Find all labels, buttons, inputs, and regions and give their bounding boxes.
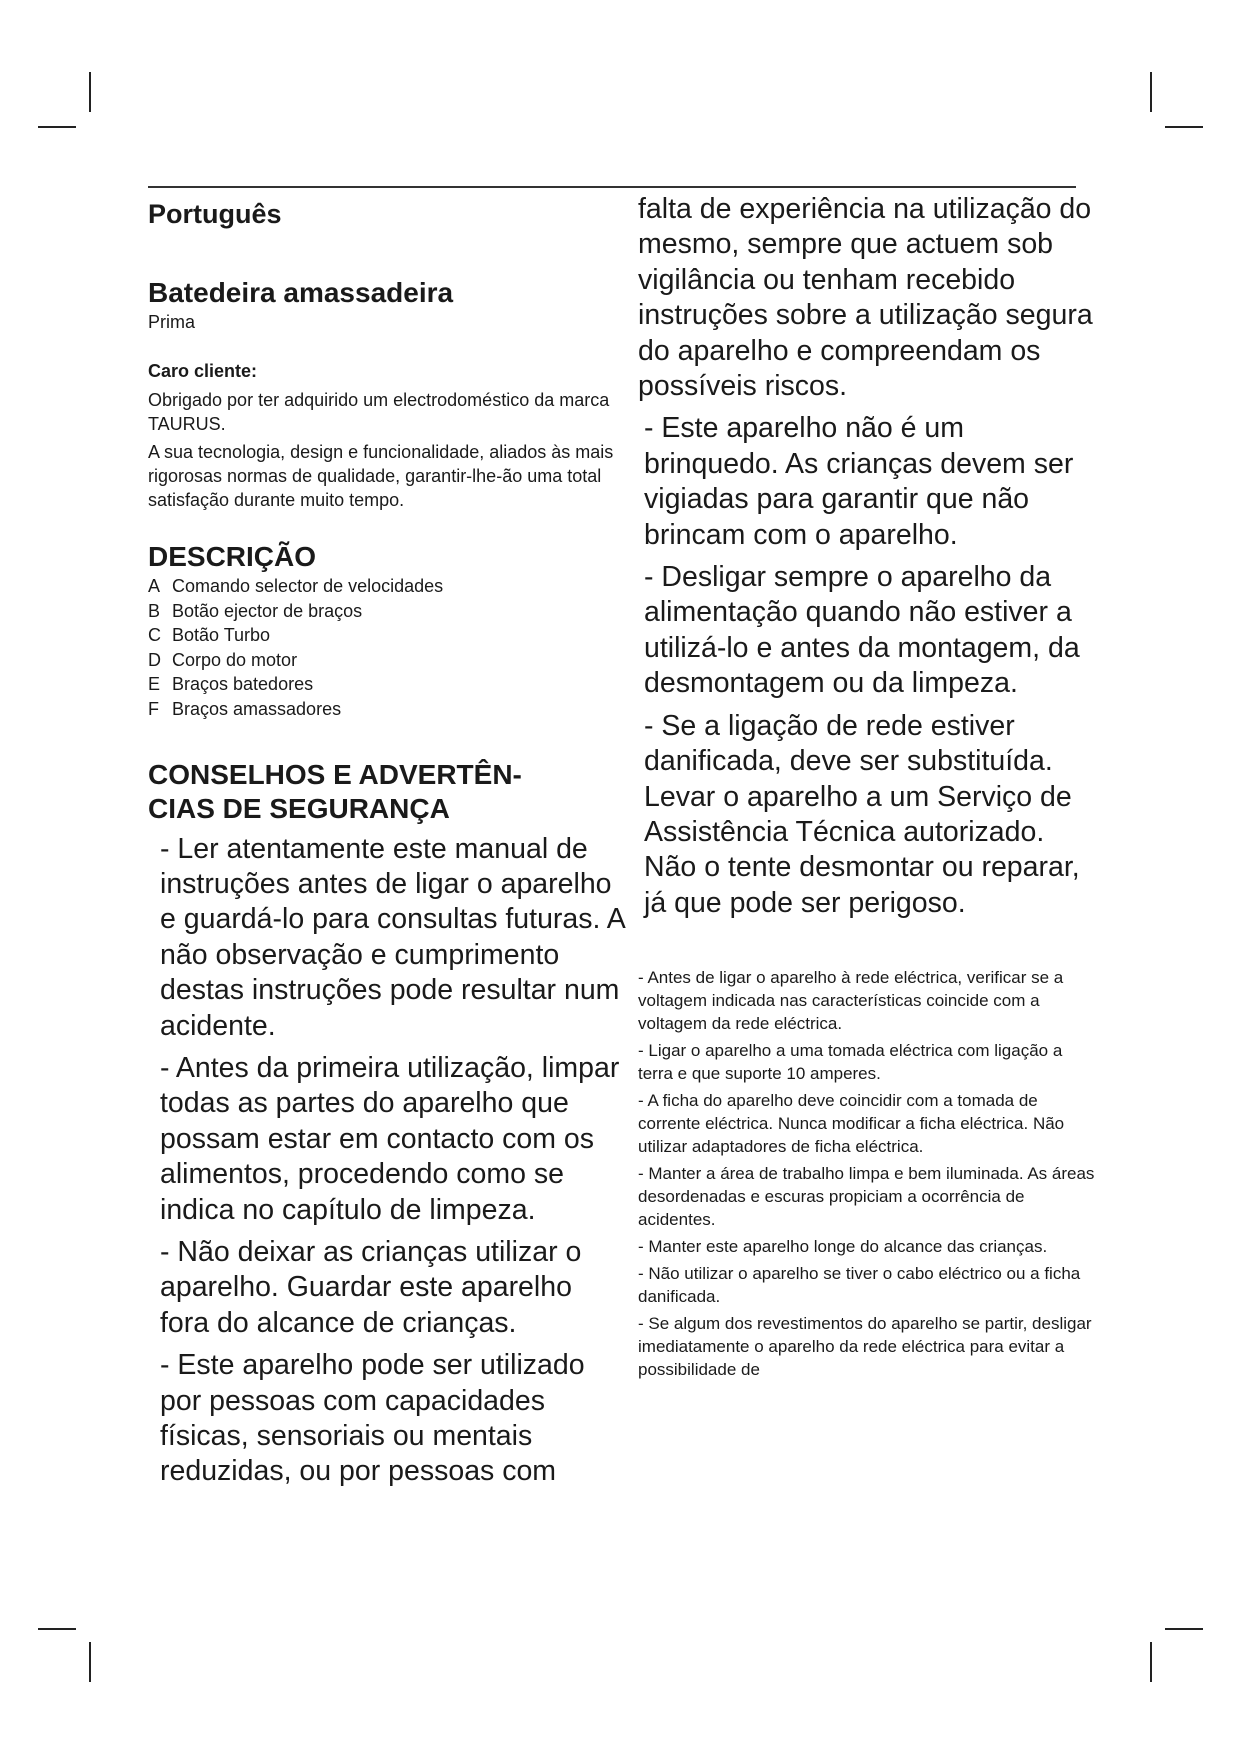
product-title: Batedeira amassadeira [148, 277, 454, 309]
safety-paragraph: - Este aparelho não é um brinquedo. As crianças devem ser vigiadas para garantir que não brincam com o aparelho. [644, 412, 1074, 551]
description-list [148, 574, 628, 722]
model-name: Prima [148, 311, 196, 332]
intro-paragraph: A sua tecnologia, design e funcionalidade, aliados às mais rigorosas normas de qualidade, garantir-lhe-ão uma total satisfação durante muito tempo. [148, 441, 614, 510]
header-rule [148, 186, 1076, 188]
crop-mark-bottom-left-vertical [89, 1642, 91, 1682]
greeting: Caro cliente: [148, 360, 258, 381]
warning-item: - Não utilizar o aparelho se tiver o cabo eléctrico ou a ficha danificada. [638, 1264, 1081, 1307]
warning-item: - Manter este aparelho longe do alcance das crianças. [638, 1237, 1048, 1257]
crop-mark-bottom-left-horizontal [38, 1628, 76, 1630]
safety-paragraph: - Não deixar as crianças utilizar o aparelho. Guardar este aparelho fora do alcance de crianças. [160, 1236, 582, 1339]
left-column [148, 198, 628, 1497]
crop-mark-top-right-vertical [1150, 72, 1152, 112]
crop-mark-top-right-horizontal [1165, 126, 1203, 128]
intro-paragraph: Obrigado por ter adquirido um electrodoméstico da marca TAURUS. [148, 389, 610, 434]
description-item: F Braços amassadores [148, 698, 342, 719]
safety-paragraph: - Desligar sempre o aparelho da alimentação quando não estiver a utilizá-lo e antes da montagem, da desmontagem ou da limpeza. [644, 561, 1080, 700]
crop-mark-top-left-horizontal [38, 126, 76, 128]
safety-heading: CONSELHOS E ADVERTÊN-CIAS DE SEGURANÇA [148, 758, 522, 824]
description-item: D Corpo do motor [148, 649, 298, 670]
crop-mark-bottom-right-vertical [1150, 1642, 1152, 1682]
description-item: B Botão ejector de braços [148, 600, 363, 621]
safety-paragraph: - Se a ligação de rede estiver danificada, deve ser substituída. Levar o aparelho a um Serviço de Assistência Técnica autorizado. Não o tente desmontar ou reparar, já que pode ser perigoso. [644, 709, 1080, 919]
warning-item: - Manter a área de trabalho limpa e bem iluminada. As áreas desordenadas e escuras propiciam a ocorrência de acidentes. [638, 1164, 1095, 1230]
description-item: A Comando selector de velocidades [148, 575, 444, 596]
warning-item: - A ficha do aparelho deve coincidir com a tomada de corrente eléctrica. Nunca modificar a ficha eléctrica. Não utilizar adaptadores de ficha eléctrica. [638, 1091, 1065, 1157]
description-item: E Braços batedores [148, 674, 314, 695]
warning-item: - Ligar o aparelho a uma tomada eléctrica com ligação a terra e que suporte 10 amperes. [638, 1041, 1063, 1084]
right-column [638, 193, 1098, 1385]
description-heading: DESCRIÇÃO [148, 540, 317, 572]
warning-item: - Se algum dos revestimentos do aparelho se partir, desligar imediatamente o aparelho da rede eléctrica para evitar a possibilidade de [638, 1314, 1092, 1380]
intro-block [148, 361, 628, 512]
crop-mark-bottom-right-horizontal [1165, 1628, 1203, 1630]
safety-paragraph-continuation: falta de experiência na utilização do mesmo, sempre que actuem sob vigilância ou tenham recebido instruções sobre a utilização segura do aparelho e compreendam os possíveis riscos. [638, 193, 1093, 403]
description-item: C Botão Turbo [148, 625, 271, 646]
crop-mark-top-left-vertical [89, 72, 91, 112]
language-heading: Português [148, 199, 282, 229]
safety-paragraph: - Este aparelho pode ser utilizado por pessoas com capacidades físicas, sensoriais ou mentais reduzidas, ou por pessoas com [160, 1349, 585, 1488]
warning-item: - Antes de ligar o aparelho à rede eléctrica, verificar se a voltagem indicada nas características coincide com a voltagem da rede eléctrica. [638, 968, 1064, 1034]
safety-paragraph: - Ler atentamente este manual de instruções antes de ligar o aparelho e guardá-lo para consultas futuras. A não observação e cumprimento destas instruções pode resultar num acidente. [160, 832, 625, 1042]
safety-paragraph: - Antes da primeira utilização, limpar todas as partes do aparelho que possam estar em contacto com os alimentos, procedendo como se indica no capítulo de limpeza. [160, 1051, 620, 1226]
